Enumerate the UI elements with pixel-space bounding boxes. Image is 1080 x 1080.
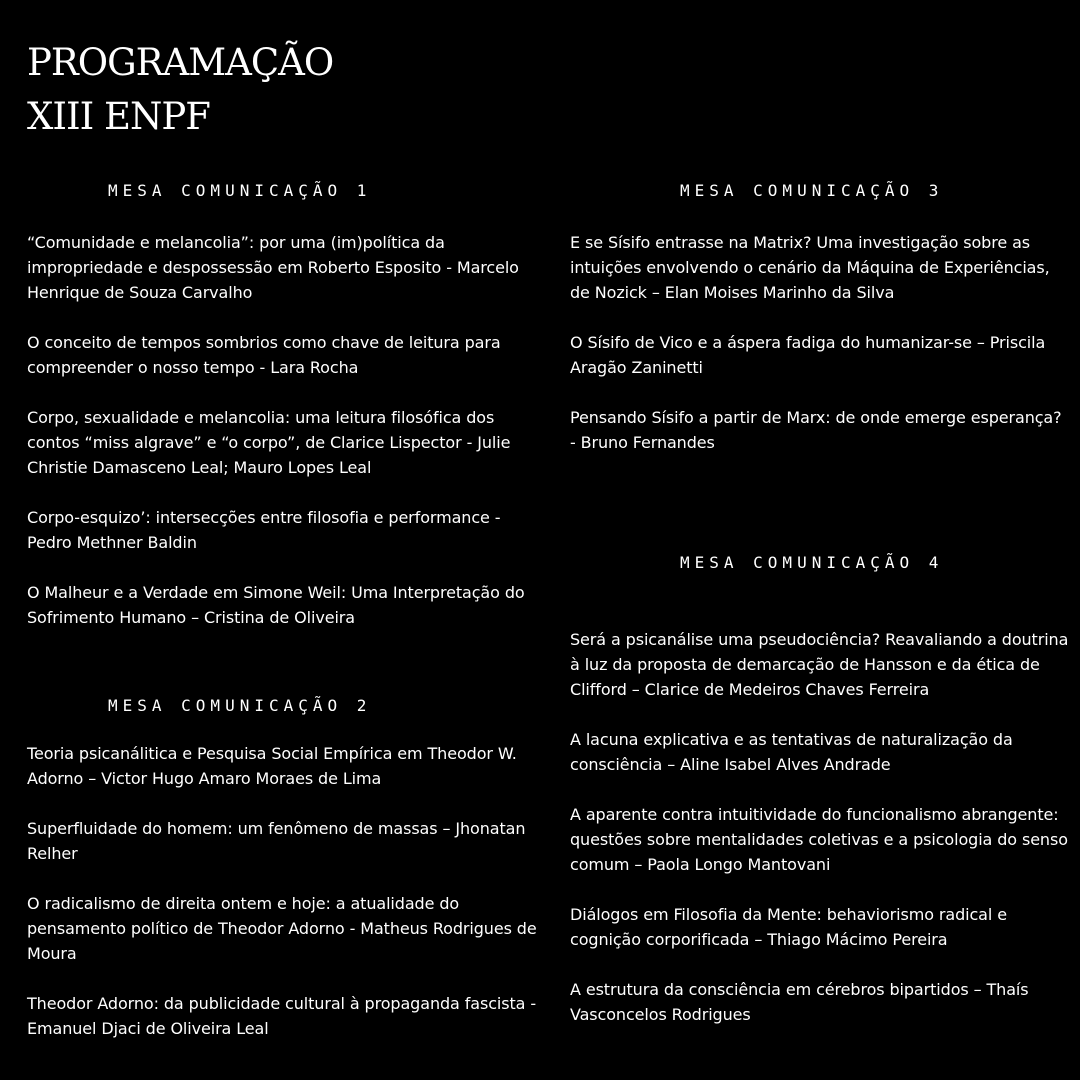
list-item: A estrutura da consciência em cérebros bipartidos – Thaís Vasconcelos Rodrigues xyxy=(570,980,1029,1024)
title-line-2: XIII ENPF xyxy=(27,95,210,138)
list-item: O Sísifo de Vico e a áspera fadiga do humanizar-se – Priscila Aragão Zaninetti xyxy=(570,333,1046,377)
list-item: Corpo, sexualidade e melancolia: uma leitura filosófica dos contos “miss algrave” e “o corpo”, de Clarice Lispector - Julie Christie Damasceno Leal; Mauro Lopes Leal xyxy=(27,408,511,477)
list-item: E se Sísifo entrasse na Matrix? Uma investigação sobre as intuições envolvendo o cenário da Máquina de Experiências, de Nozick – Elan Moises Marinho da Silva xyxy=(570,233,1050,302)
session-2-list xyxy=(27,741,537,1041)
list-item: “Comunidade e melancolia”: por uma (im)política da impropriedade e despossessão em Roberto Esposito - Marcelo Henrique de Souza Carvalho xyxy=(27,233,519,302)
list-item: Corpo-esquizo’: intersecções entre filosofia e performance - Pedro Methner Baldin xyxy=(27,508,501,552)
list-item: A aparente contra intuitividade do funcionalismo abrangente: questões sobre mentalidades coletivas e a psicologia do senso comum – Paola Longo Mantovani xyxy=(570,805,1068,874)
list-item: Teoria psicanálitica e Pesquisa Social Empírica em Theodor W. Adorno – Victor Hugo Amaro Moraes de Lima xyxy=(27,744,517,788)
session-4-heading: MESA COMUNICAÇÃO 4 xyxy=(680,553,944,572)
list-item: O conceito de tempos sombrios como chave de leitura para compreender o nosso tempo - Lara Rocha xyxy=(27,333,501,377)
list-item: Superfluidade do homem: um fenômeno de massas – Jhonatan Relher xyxy=(27,819,526,863)
list-item: A lacuna explicativa e as tentativas de naturalização da consciência – Aline Isabel Alves Andrade xyxy=(570,730,1013,774)
session-1-list xyxy=(27,230,537,630)
list-item: Theodor Adorno: da publicidade cultural à propaganda fascista - Emanuel Djaci de Oliveira Leal xyxy=(27,994,537,1038)
session-3-heading: MESA COMUNICAÇÃO 3 xyxy=(680,181,944,200)
list-item: Diálogos em Filosofia da Mente: behaviorismo radical e cognição corporificada – Thiago Mácimo Pereira xyxy=(570,905,1007,949)
list-item: Pensando Sísifo a partir de Marx: de onde emerge esperança? - Bruno Fernandes xyxy=(570,408,1062,452)
session-3-list xyxy=(570,230,1070,455)
title-line-1: PROGRAMAÇÃO xyxy=(27,41,334,84)
session-4-list xyxy=(570,627,1070,1027)
session-2-heading: MESA COMUNICAÇÃO 2 xyxy=(108,696,372,715)
list-item: O radicalismo de direita ontem e hoje: a atualidade do pensamento político de Theodor Adorno - Matheus Rodrigues de Moura xyxy=(27,894,537,963)
session-1-heading: MESA COMUNICAÇÃO 1 xyxy=(108,181,372,200)
page-title xyxy=(27,36,333,144)
list-item: O Malheur e a Verdade em Simone Weil: Uma Interpretação do Sofrimento Humano – Cristina de Oliveira xyxy=(27,583,525,627)
list-item: Será a psicanálise uma pseudociência? Reavaliando a doutrina à luz da proposta de demarcação de Hansson e da ética de Clifford – Clarice de Medeiros Chaves Ferreira xyxy=(570,630,1069,699)
